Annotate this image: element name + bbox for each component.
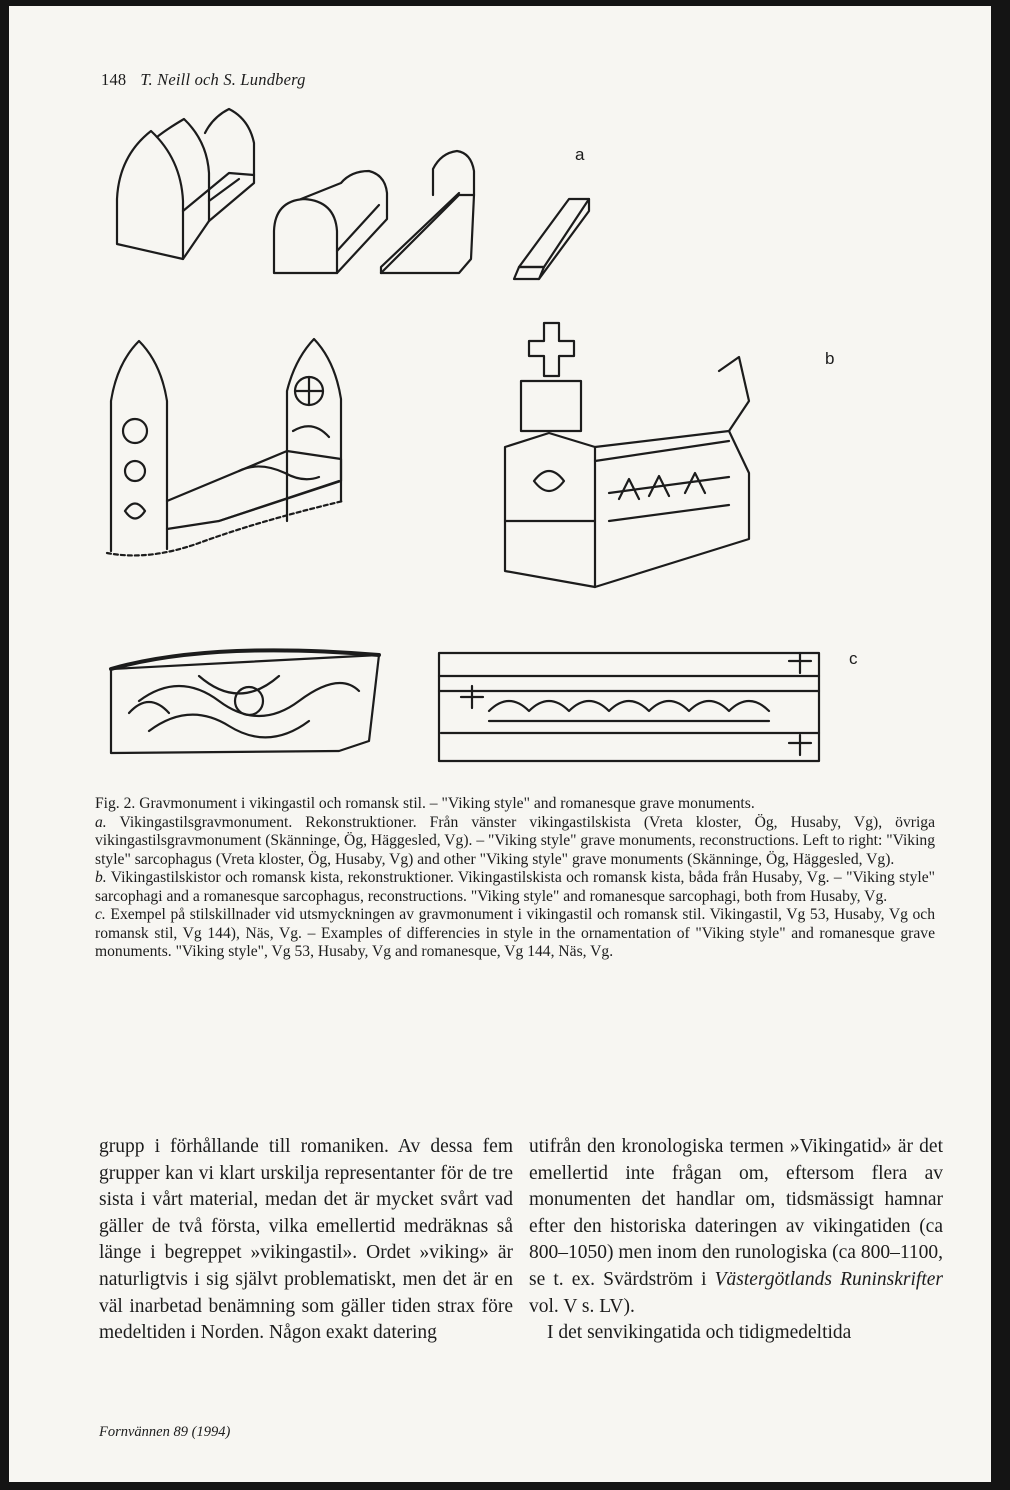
body-paragraph-right-2: I det senvikingatida och tidigmedeltida <box>547 1322 852 1344</box>
body-paragraph-right-1 <box>529 1134 943 1320</box>
monument-slab-gable-a <box>381 151 474 273</box>
caption-c-letter: c. <box>95 906 106 923</box>
panel-label-c: c <box>849 649 858 668</box>
caption-a-text: Vikingastilsgravmonument. Rekonstruktioner. Från vänster vikingastilskista (Vreta kloster, Ög, Husaby, Vg), övriga vikingastilsgravmonument (Skänninge, Ög, Häggesled, Vg). – "Viking style" grave monuments, reconstructions. Left to right: "Viking style" sarcophagus (Vreta kloster, Ög, Husaby, Vg) and other "Viking style" grave monuments (Skänninge, Ög, Häggesled, Vg). <box>95 813 935 868</box>
romanesque-sarcophagus-b <box>505 323 749 587</box>
body-text-run: utifrån den kronologiska termen »Vikingatid» är det emellertid inte frågan om, eftersom flera av monumenten det handlar om, tidsmässigt hamnar efter den historiska dateringen av vikingatiden (ca 800–1050) men inom den runologiska (ca 800–1100, se t. ex. Svärdström i <box>529 1136 943 1290</box>
viking-ornament-c <box>111 650 379 753</box>
caption-c <box>95 906 935 962</box>
page-number: 148 <box>101 70 127 89</box>
page-reference: LV <box>599 1295 624 1317</box>
body-column-left <box>99 1134 513 1347</box>
running-head <box>101 70 306 90</box>
panel-label-a: a <box>575 145 585 164</box>
monument-sarcophagus-a <box>117 109 254 259</box>
book-title: Västergötlands Runinskrifter <box>714 1268 943 1290</box>
journal-footer: Fornvännen 89 (1994) <box>99 1424 231 1440</box>
figure-2 <box>89 101 969 801</box>
journal-page <box>9 6 991 1482</box>
caption-b-text: Vikingastilskistor och romansk kista, rekonstruktioner. Vikingastilskista och romansk kista, båda från Husaby, Vg. – "Viking style" sarcophagi and a romanesque sarcophagus, reconstructions. "Viking style" and romanesque sarcophagi, both from Husaby, Vg. <box>95 869 935 905</box>
panel-label-b: b <box>825 349 835 368</box>
caption-b-letter: b. <box>95 869 107 886</box>
body-text-run: ). <box>623 1295 635 1317</box>
body-column-right <box>529 1134 943 1347</box>
caption-b <box>95 869 935 906</box>
monument-flat-slab-a <box>514 199 589 279</box>
body-paragraph-left: grupp i förhållande till romaniken. Av dessa fem grupper kan vi klart urskilja representanter för de tre sista i vårt material, medan det är mycket svårt vad gäller de två första, vilka emellertid medräknas så länge i begreppet »vikingastil». Ordet »viking» är naturligtvis i sig självt problematiskt, men det är en väl inarbetad benämning som gäller tiden strax före medeltiden i Norden. Någon exakt datering <box>99 1136 513 1344</box>
figure-drawings <box>89 101 969 801</box>
running-head-authors: T. Neill och S. Lundberg <box>140 70 306 89</box>
monument-rounded-a <box>274 171 387 273</box>
viking-sarcophagus-b <box>107 339 343 555</box>
caption-a-letter: a. <box>95 813 107 831</box>
caption-a <box>95 814 935 870</box>
romanesque-ornament-c <box>439 653 819 761</box>
caption-title: Fig. 2. Gravmonument i vikingastil och romansk stil. – "Viking style" and romanesque grave monuments. <box>95 795 755 812</box>
caption-c-text: Exempel på stilskillnader vid utsmyckningen av gravmonument i vikingastil och romansk stil. Vikingastil, Vg 53, Husaby, Vg och romansk stil, Vg 144), Näs, Vg. – Examples of differencies in style in the ornamentation of "Viking style" and romanesque grave monuments. "Viking style", Vg 53, Husaby, Vg and romanesque, Vg 144, Näs, Vg. <box>95 906 935 960</box>
figure-caption <box>95 795 935 962</box>
body-text-run: vol. V s. <box>529 1295 600 1317</box>
